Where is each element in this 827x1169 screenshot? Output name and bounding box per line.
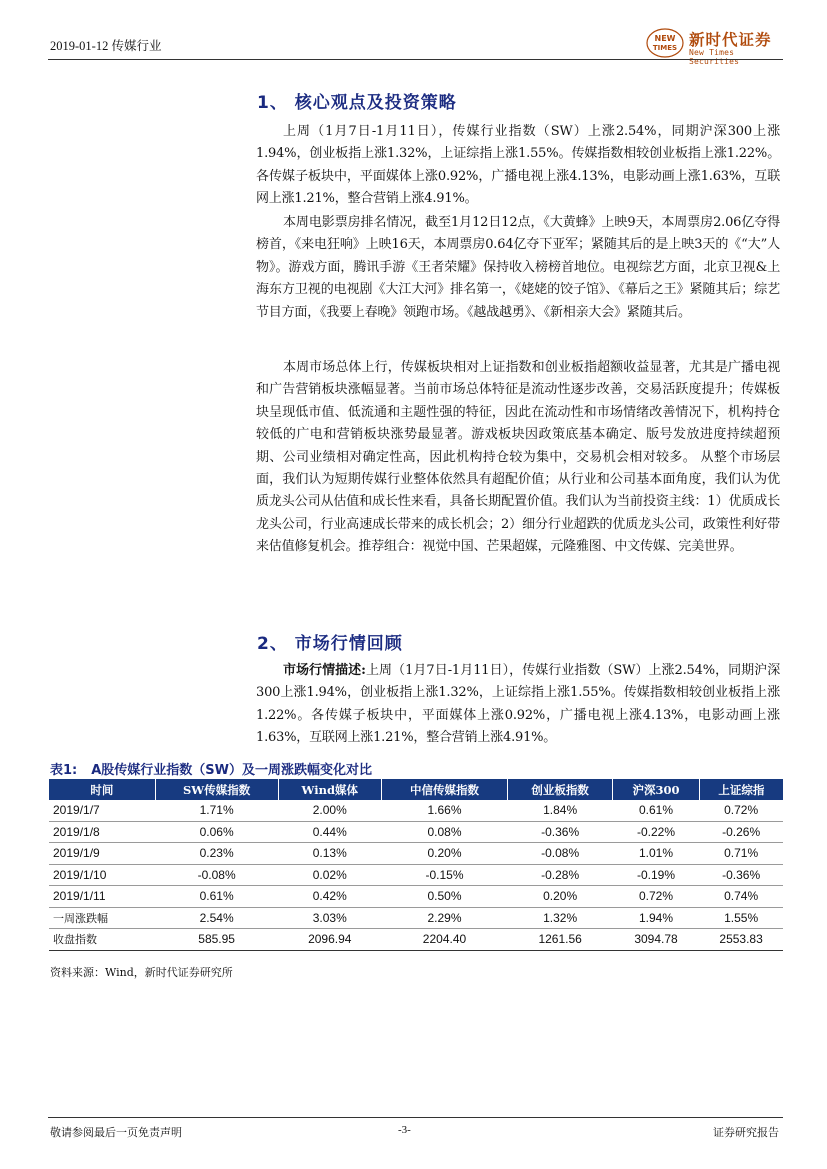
section-1-paragraph-2: 本周电影票房排名情况，截至1月12日12点，《大黄蜂》上映9天，本周票房2.06亿夺得榜首，《来电狂响》上映16天，本周票房0.64亿夺下亚军；紧随其后的是上映3天的《“大”人物》。游戏方面，腾讯手游《王者荣耀》保持收入榜榜首地位。电视综艺方面，北京卫视&上海东方卫视的电视剧《大江大河》排名第一，《姥姥的饺子馆》、《幕后之王》紧随其后；综艺节目方面，《我要上春晚》领跑市场。《越战越勇》、《新相亲大会》紧随其后。: [256, 215, 780, 320]
table-cell: -0.36%: [508, 821, 613, 843]
header-divider: [48, 59, 783, 60]
table-cell: 0.06%: [155, 821, 278, 843]
table-cell: 2204.40: [382, 929, 508, 951]
col-header-citic-media: 中信传媒指数: [382, 779, 508, 800]
table-cell: 1.32%: [508, 907, 613, 929]
table-cell: 2553.83: [699, 929, 783, 951]
table-row: [49, 907, 783, 929]
table-cell: 2.54%: [155, 907, 278, 929]
table-cell: 0.08%: [382, 821, 508, 843]
logo-en-text: New Times Securities: [689, 48, 740, 66]
table-cell: 2019/1/11: [49, 886, 155, 908]
table-cell: 0.13%: [278, 843, 381, 865]
table-cell: -0.36%: [699, 864, 783, 886]
table-label: 表1:: [50, 763, 78, 778]
table-cell: 0.20%: [508, 886, 613, 908]
table-row: [49, 821, 783, 843]
col-header-sse-composite: 上证综指: [699, 779, 783, 800]
col-header-date: 时间: [49, 779, 155, 800]
table-title: A股传媒行业指数（SW）及一周涨跌幅变化对比: [91, 763, 373, 778]
col-header-chinext: 创业板指数: [508, 779, 613, 800]
section-1-paragraph-1: 上周（1月7日-1月11日），传媒行业指数（SW）上涨2.54%，同期沪深300上涨1.94%，创业板指上涨1.32%，上证综指上涨1.55%。传媒指数相较创业板指上涨1.22%。各传媒子板块中，平面媒体上涨0.92%，广播电视上涨4.13%，电影动画上涨1.63%，互联网上涨1.21%，整合营销上涨4.91%。: [256, 124, 780, 207]
section-2-title: 2、 市场行情回顾: [257, 634, 403, 654]
table-cell: 0.61%: [155, 886, 278, 908]
table-row: [49, 929, 783, 951]
footer-report-type: 证券研究报告: [713, 1126, 779, 1139]
table-cell: 3.03%: [278, 907, 381, 929]
table-cell: 0.02%: [278, 864, 381, 886]
table-cell: 0.72%: [613, 886, 699, 908]
table-cell: -0.26%: [699, 821, 783, 843]
table-cell: 0.74%: [699, 886, 783, 908]
section-1-paragraph-3: 本周市场总体上行，传媒板块相对上证指数和创业板指超额收益显著，尤其是广播电视和广告营销板块涨幅显著。当前市场总体特征是流动性逐步改善，交易活跃度提升；传媒板块呈现低市值、低流通和主题性强的特征，因此在流动性和市场情绪改善情况下，机构持仓较低的广电和营销板块涨势最显著。游戏板块因政策底基本确定、版号发放进度持续超预期、公司业绩相对确定性高，因此机构持仓较为集中，交易机会相对较多。 从整个市场层面，我们认为短期传媒行业整体依然具有超配价值；从行业和公司基本面角度，我们认为优质龙头公司从估值和成长性来看，具备长期配置价值。我们认为当前投资主线：1）优质成长龙头公司，行业高速成长带来的成长机会；2）细分行业超跌的优质龙头公司，政策性利好带来估值修复机会。推荐组合：视觉中国、芒果超媒，元隆雅图、中文传媒、完美世界。: [256, 360, 780, 555]
market-desc-lead: 市场行情描述:: [283, 663, 366, 678]
table-cell: 一周涨跌幅: [49, 907, 155, 929]
logo-badge-icon: [645, 27, 685, 59]
table-cell: -0.15%: [382, 864, 508, 886]
table-source: 资料来源：Wind，新时代证券研究所: [50, 966, 233, 979]
table-cell: 2019/1/10: [49, 864, 155, 886]
footer-divider: [48, 1117, 783, 1118]
table-cell: 1.55%: [699, 907, 783, 929]
logo-cn-text: 新时代证券: [689, 31, 772, 49]
header-date-section: 2019-01-12 传媒行业: [50, 39, 162, 53]
table-cell: 0.72%: [699, 800, 783, 821]
table-row: [49, 843, 783, 865]
table-cell: 1.01%: [613, 843, 699, 865]
table-cell: 3094.78: [613, 929, 699, 951]
table-cell: 1.94%: [613, 907, 699, 929]
footer-disclaimer: 敬请参阅最后一页免责声明: [50, 1126, 182, 1139]
table-cell: 2019/1/9: [49, 843, 155, 865]
table-cell: 0.20%: [382, 843, 508, 865]
table-cell: 585.95: [155, 929, 278, 951]
col-header-sw-media: SW传媒指数: [155, 779, 278, 800]
company-logo: [645, 27, 785, 66]
col-header-csi300: 沪深300: [613, 779, 699, 800]
table-cell: -0.08%: [508, 843, 613, 865]
col-header-wind-media: Wind媒体: [278, 779, 381, 800]
table-cell: 0.50%: [382, 886, 508, 908]
table-row: [49, 864, 783, 886]
table-cell: 2096.94: [278, 929, 381, 951]
table-cell: -0.22%: [613, 821, 699, 843]
table-caption: [50, 759, 372, 778]
table-cell: 2.29%: [382, 907, 508, 929]
table-cell: 0.61%: [613, 800, 699, 821]
table-cell: 0.44%: [278, 821, 381, 843]
table-cell: 1261.56: [508, 929, 613, 951]
table-cell: 收盘指数: [49, 929, 155, 951]
svg-text:TIMES: TIMES: [652, 44, 678, 52]
page-number: -3-: [398, 1124, 411, 1136]
table-cell: 2019/1/7: [49, 800, 155, 821]
market-desc-body: 上周（1月7日-1月11日），传媒行业指数（SW）上涨2.54%，同期沪深300上涨1.94%，创业板指上涨1.32%，上证综指上涨1.55%。传媒指数相较创业板指上涨1.22%。各传媒子板块中，平面媒体上涨0.92%，广播电视上涨4.13%，电影动画上涨1.63%，互联网上涨1.21%，整合营销上涨4.91%。: [256, 663, 780, 746]
table-cell: 0.23%: [155, 843, 278, 865]
table-row: [49, 886, 783, 908]
table-cell: 2.00%: [278, 800, 381, 821]
table-header-row: [49, 779, 783, 800]
table-cell: 1.84%: [508, 800, 613, 821]
table-cell: 0.71%: [699, 843, 783, 865]
svg-text:NEW: NEW: [654, 34, 676, 43]
table-cell: -0.28%: [508, 864, 613, 886]
table-cell: 2019/1/8: [49, 821, 155, 843]
section-1-title: 1、 核心观点及投资策略: [257, 93, 457, 113]
section-2-paragraph: [256, 660, 780, 750]
table-cell: 1.66%: [382, 800, 508, 821]
table-row: [49, 800, 783, 821]
index-change-table: [49, 779, 783, 951]
table-cell: 0.42%: [278, 886, 381, 908]
table-cell: -0.08%: [155, 864, 278, 886]
table-cell: 1.71%: [155, 800, 278, 821]
table-cell: -0.19%: [613, 864, 699, 886]
